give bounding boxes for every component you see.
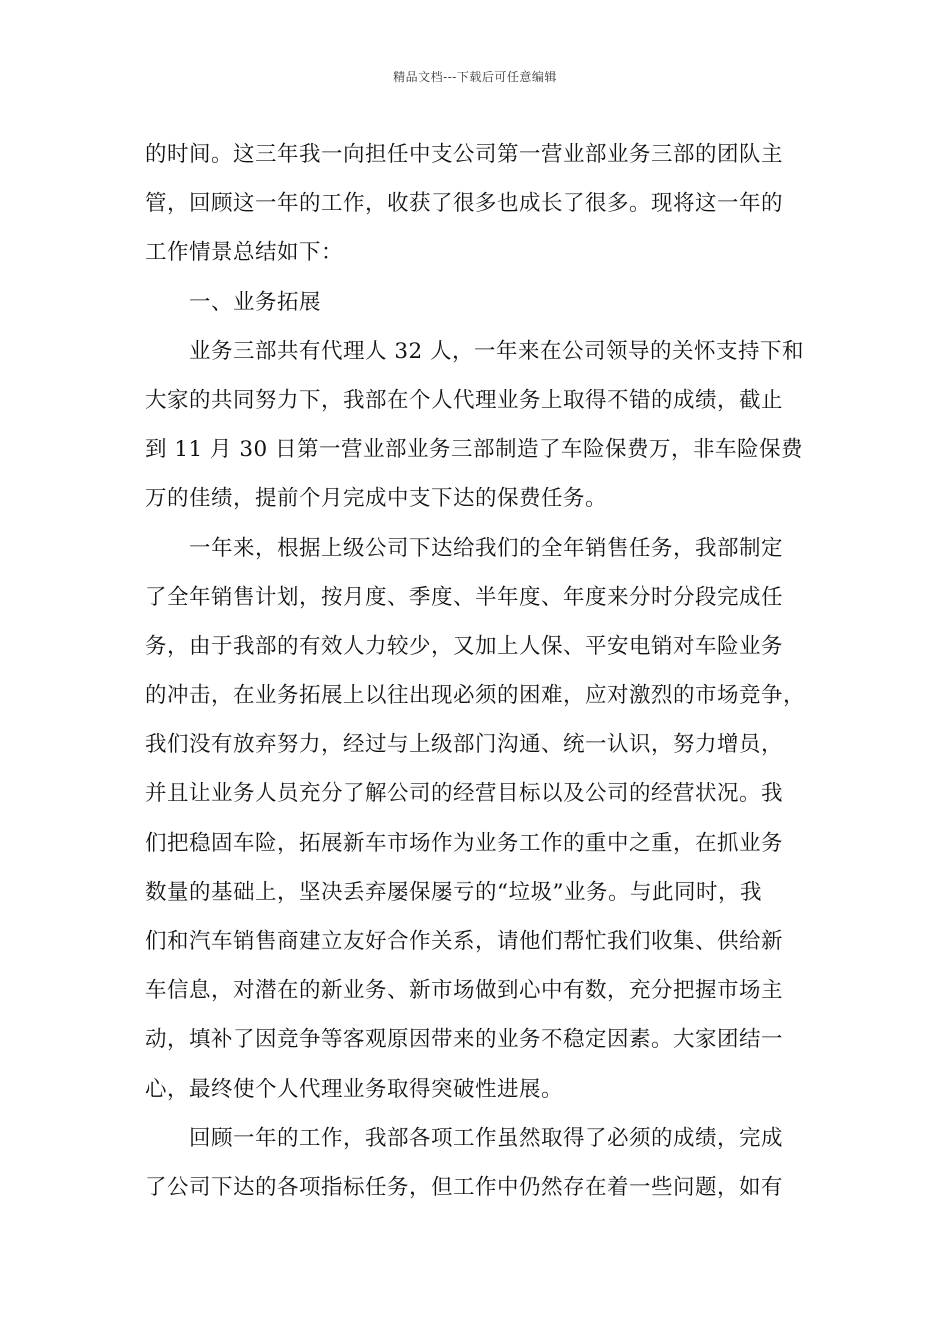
text-line-13: 我们没有放弃努力，经过与上级部门沟通、统一认识，努力增员， (145, 732, 784, 758)
document-body (145, 130, 825, 1212)
text-line-1: 的时间。这三年我一向担任中支公司第一营业部业务三部的团队主 (145, 142, 784, 167)
text-line-8: 万的佳绩，提前个月完成中支下达的保费任务。 (145, 486, 608, 512)
text-line-17: 们和汽车销售商建立友好合作关系，请他们帮忙我们收集、供给新 (145, 929, 784, 954)
text-line-11: 务，由于我部的有效人力较少，又加上人保、平安电销对车险业务 (145, 633, 784, 659)
text-line-6: 大家的共同努力下，我部在个人代理业务上取得不错的成绩，截止 (145, 387, 784, 413)
text-line-3: 工作情景总结如下： (145, 240, 344, 266)
text-line-5: 业务三部共有代理人 32 人，一年来在公司领导的关怀支持下和 (189, 338, 805, 364)
text-line-9: 一年来，根据上级公司下达给我们的全年销售任务，我部制定 (189, 535, 784, 561)
text-line-2: 管，回顾这一年的工作，收获了很多也成长了很多。现将这一年的 (145, 191, 784, 217)
text-line-15: 们把稳固车险，拓展新车市场作为业务工作的重中之重，在抓业务 (145, 830, 784, 856)
text-line-16: 数量的基础上，坚决丢弃屡保屡亏的“垃圾”业务。与此同时，我 (145, 879, 762, 905)
section-heading: 一、业务拓展 (189, 289, 322, 315)
text-line-10: 了全年销售计划，按月度、季度、半年度、年度来分时分段完成任 (145, 584, 784, 610)
text-line-14: 并且让业务人员充分了解公司的经营目标以及公司的经营状况。我 (145, 781, 784, 807)
text-line-18: 车信息，对潜在的新业务、新市场做到心中有数，充分把握市场主 (145, 978, 784, 1004)
text-line-22: 了公司下达的各项指标任务，但工作中仍然存在着一些问题，如有 (145, 1174, 784, 1200)
text-line-7: 到 11 月 30 日第一营业部业务三部制造了车险保费万，非车险保费 (145, 437, 804, 463)
text-line-19: 动，填补了因竞争等客观原因带来的业务不稳定因素。大家团结一 (145, 1027, 784, 1053)
page-header: 精品文档---下载后可任意编辑 (393, 70, 557, 84)
text-line-21: 回顾一年的工作，我部各项工作虽然取得了必须的成绩，完成 (189, 1125, 784, 1151)
text-line-12: 的冲击，在业务拓展上以往出现必须的困难，应对激烈的市场竞争， (145, 683, 806, 709)
text-line-20: 心，最终使个人代理业务取得突破性进展。 (145, 1076, 564, 1102)
